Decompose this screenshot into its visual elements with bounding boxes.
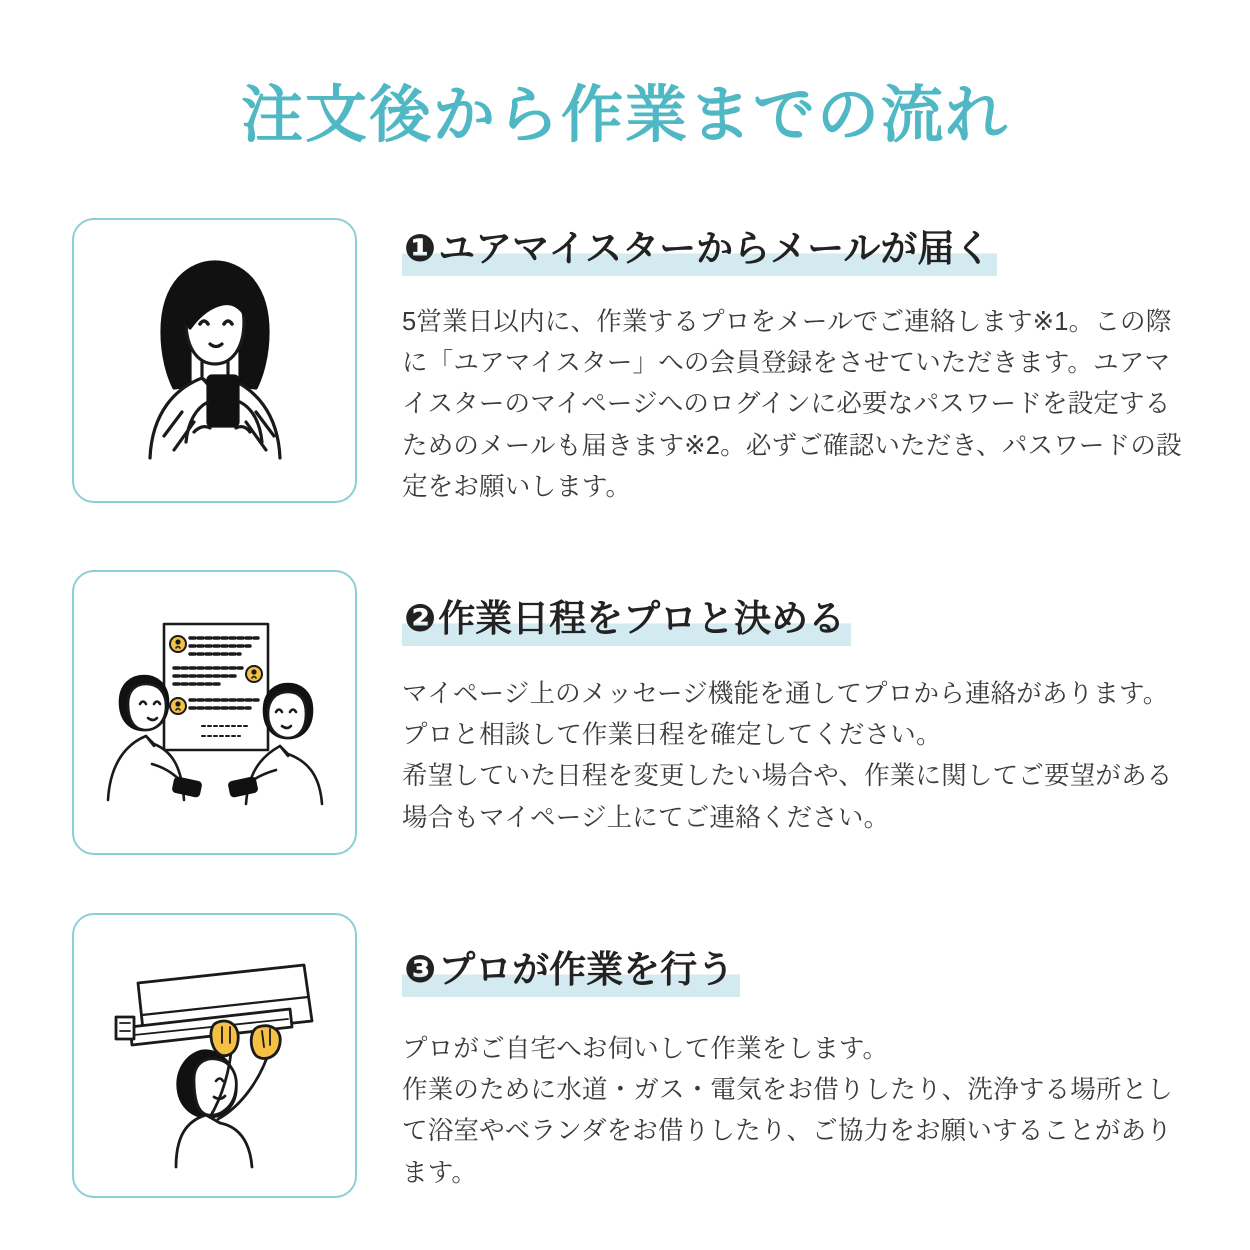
step-3-number: ❸	[404, 949, 439, 992]
step-2-number: ❷	[404, 598, 439, 641]
step-2-heading	[402, 596, 851, 646]
step-1-heading	[402, 226, 997, 276]
step-3-heading-text: プロが作業を行う	[438, 949, 735, 991]
step-item	[0, 218, 1250, 508]
step-2-illustration	[72, 570, 357, 855]
step-3-body	[357, 913, 1250, 1194]
step-2-body	[357, 570, 1250, 839]
step-3-paragraph-2: 作業のために水道・ガス・電気をお借りしたり、洗浄する場所として浴室やベランダをお借りしたり、ご協力をお願いすることがあります。	[402, 1075, 1174, 1187]
step-1-illustration	[72, 218, 357, 503]
step-2-heading-text: 作業日程をプロと決める	[438, 598, 846, 640]
steps-list	[0, 218, 1250, 1198]
step-1-number: ❶	[404, 228, 439, 271]
step-1-body	[357, 218, 1250, 508]
step-2-paragraph-1: マイページ上のメッセージ機能を通してプロから連絡があります。プロと相談して作業日程を確定してください。	[402, 679, 1169, 749]
step-item	[0, 913, 1250, 1198]
step-3-heading	[402, 947, 740, 997]
step-3-illustration	[72, 913, 357, 1198]
page-title: 注文後から作業までの流れ	[240, 81, 1009, 150]
step-2-paragraph-2: 希望していた日程を変更したい場合や、作業に関してご要望がある場合もマイページ上にてご連絡ください。	[402, 762, 1173, 832]
step-1-paragraph: 5営業日以内に、作業するプロをメールでご連絡します※1。この際に「ユアマイスター」への会員登録をさせていただきます。ユアマイスターのマイページへのログインに必要なパスワードを設定するためのメールも届きます※2。必ずご確認いただき、パスワードの設定をお願いします。	[402, 307, 1182, 501]
step-1-heading-text: ユアマイスターからメールが届く	[438, 228, 992, 270]
step-3-paragraph-1: プロがご自宅へお伺いして作業をします。	[402, 1034, 889, 1063]
step-item	[0, 570, 1250, 855]
